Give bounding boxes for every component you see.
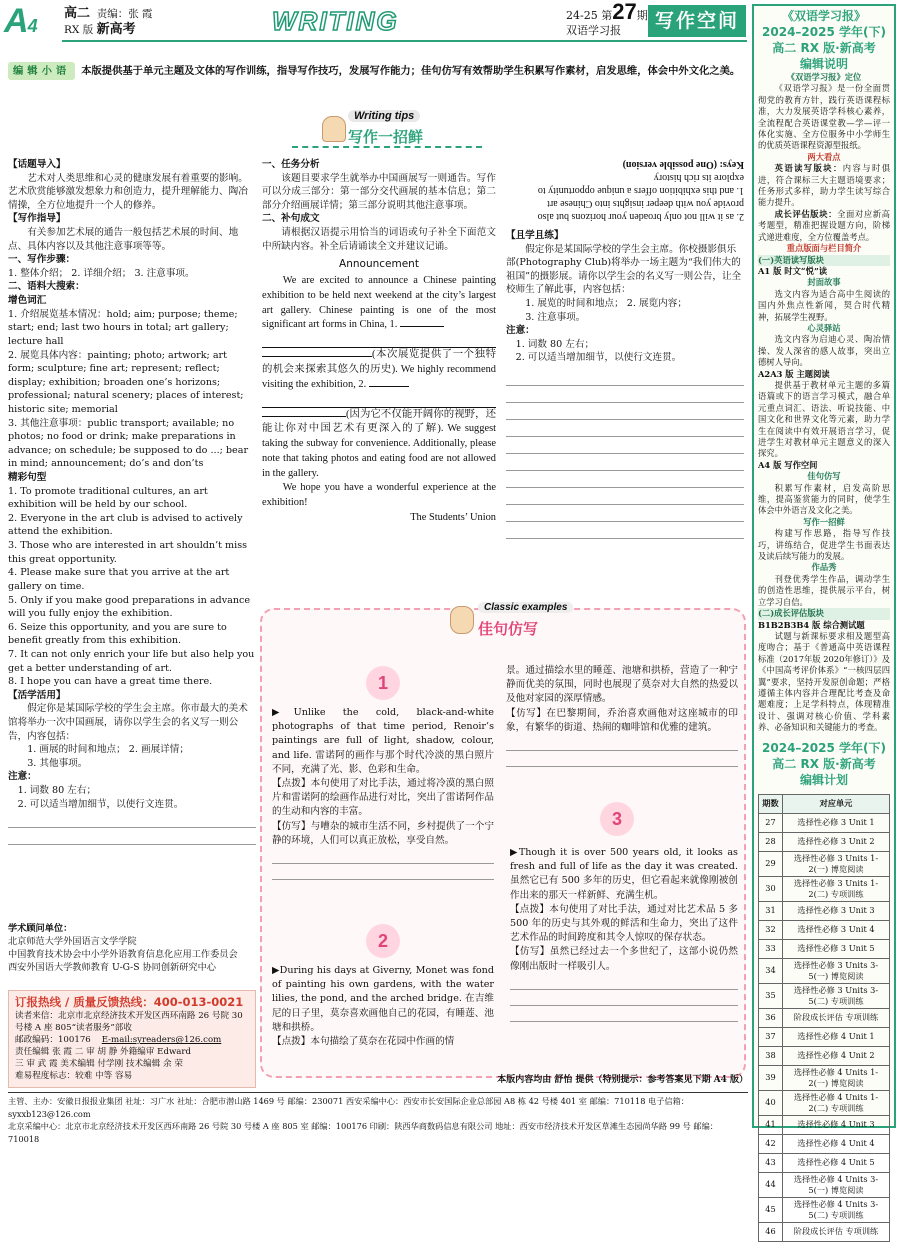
exercise-text: 假定你是某国际学校的学生会主席。你校摄影俱乐部(Photography Club)将举办一场主题为“我们伟大的祖国”的摄影展。请你以学生会的名义写一则公告，让全校师生了解此事，内容包括： xyxy=(506,243,742,296)
plan-col-issue: 期数 xyxy=(759,794,783,813)
classic-cn: 佳句仿写 xyxy=(478,620,539,638)
note-item: 2. 可以适当增加细节，以使行文连贯。 xyxy=(17,798,184,810)
example-number-3: 3 xyxy=(600,802,634,836)
topic-intro: 艺术对人类思维和心灵的健康发展有着重要的影响。艺术欣赏能够激发想象力和创造力，提升理解能力、陶冶情操，全方位地提升一个人的修养。 xyxy=(8,172,248,211)
complete-text: 请根据汉语提示用恰当的词语或句子补全下面范文中所缺内容。补全后请诵读全文并建议记诵。 xyxy=(262,227,496,252)
task-heading: 一、任务分析 xyxy=(262,159,320,170)
sentence-item: 4. Please make sure that you arrive at the art gallery on time. xyxy=(8,567,230,592)
plan-unit: 选择性必修 3 Units 1-2(二) 专项训练 xyxy=(783,876,890,901)
plan-issue: 30 xyxy=(759,876,783,901)
example-1-imitation: 【仿写】与嘈杂的城市生活不同，乡村提供了一个宁静的环境，人们可以真正放松，享受自然。 xyxy=(272,820,494,846)
sentence-item: 5. Only if you make good preparations in advance will you fully enjoy the exhibition. xyxy=(8,594,251,620)
announcement-signature: The Students’ Union xyxy=(410,511,496,523)
grade-label: 高二 xyxy=(64,6,91,21)
academic-consultants: 学术顾问单位： 北京师范大学外国语言文学学院 中国教育技术协会中小学外语教育信息化应用工作委员会 西安外国语大学教师教育 U-G-S 协同创新研究中心 xyxy=(8,923,238,973)
example-2-lines[interactable] xyxy=(506,735,738,767)
example-1 xyxy=(272,706,494,880)
plan-row xyxy=(759,1115,890,1134)
classic-en: Classic examples xyxy=(478,602,573,613)
example-3-sentence: ▶Though it is over 500 years old, it looks as fresh and full of life as the day it was created. 虽然它已有 500 多年的历史，但它看起来就像刚被创作出来的那天一样新鲜、充满生机。 xyxy=(510,847,738,901)
words-heading: 增色词汇 xyxy=(8,295,47,307)
plan-row xyxy=(759,1027,890,1046)
example-2-sentence: ▶During his days at Giverny, Monet was fond of painting his own gardens, with the water lilies, the pond, and the arched bridge. 在吉维尼的日子里，莫奈喜欢画他自己的花园，有睡莲、池塘和拱桥。 xyxy=(272,965,494,1033)
plan-title: 2024–2025 学年(下) 高二 RX 版·新高考 编辑计划 xyxy=(762,740,886,787)
complete-heading: 二、补句成文 xyxy=(262,213,320,225)
editor-note xyxy=(8,62,748,80)
plan-row xyxy=(759,851,890,876)
announcement-para: (本次展览提供了一个独特的机会来探索其悠久的历史). We highly recommend visiting the exhibition, 2. xyxy=(262,349,496,390)
sentence-item: 2. Everyone in the art club is advised to actively attend the exhibition. xyxy=(8,512,243,538)
plan-issue: 32 xyxy=(759,920,783,939)
example-3-analysis: 【点拨】本句使用了对比手法，通过对比艺术品 5 多 500 年的历史与其外观的鲜活和生命力，突出了这件艺术作品的时间跨度和其令人惊叹的保存状态。 xyxy=(510,903,738,944)
answer-lines[interactable] xyxy=(8,811,256,845)
sidebar-title: 《双语学习报》 2024–2025 学年(下) 高二 RX 版·新高考 编辑说明 xyxy=(762,9,886,71)
plan-issue: 44 xyxy=(759,1172,783,1197)
plan-issue: 36 xyxy=(759,1008,783,1027)
note-item: 2. 可以适当增加细节，以使行文连贯。 xyxy=(515,352,682,364)
writing-lines[interactable] xyxy=(506,369,744,539)
exercise-heading: 【且学且练】 xyxy=(506,230,564,241)
plan-issue: 45 xyxy=(759,1197,783,1222)
example-1-sentence: ▶Unlike the cold, black-and-white photographs of that time period, Renoir’s paintings are full of light, shadow, colour, and life. 雷诺阿的画作与那个时代冷淡的黑白照片不同，充满了光、影、色彩和生命。 xyxy=(272,707,494,775)
word-group: 1. 介绍展览基本情况：hold; aim; purpose; theme; start; end; last two hours in total; art gallery; lecture hall xyxy=(8,308,238,347)
announcement-para: (因为它不仅能开阔你的视野，还能让你对中国艺术有更深入的了解). We suggest taking the subway for convenience. Additionally, please note that taking photos and eating food are not allowed in the gallery. xyxy=(262,408,496,479)
guide-text: 有关参加艺术展的通告一般包括艺术展的时间、地点、具体内容以及其他注意事项等等。 xyxy=(8,227,239,252)
announcement-para: We hope you have a wonderful experience at the exhibition! xyxy=(262,482,496,509)
content-credit: 本版内容均由 舒怡 提供（特别提示：参考答案见下期 A4 版） xyxy=(497,1075,748,1085)
word-group: 2. 展览具体内容：painting; photo; artwork; art form; sculpture; fine art; represent; reflect; display; exhibition; broaden one’s horizons; professional; natural scenery; places of interest; historic site; memorial xyxy=(8,349,244,415)
plan-issue: 40 xyxy=(759,1090,783,1115)
plan-unit: 选择性必修 4 Units 3-5(一) 博览阅读 xyxy=(783,1172,890,1197)
sentence-item: 1. To promote traditional cultures, an art exhibition will be held by our school. xyxy=(8,485,208,511)
plan-issue: 42 xyxy=(759,1134,783,1153)
footer-line: 主管、主办：安徽日报报业集团 社址：习广水 社址：合肥市潜山路 1469 号 邮编：230071 西安采编中心：西安市长安国际企业总部园 A8 栋 42 号楼 401 室 邮编：710118 电子信箱：syxxb123@126.com xyxy=(8,1096,689,1119)
steps-text: 1. 整体介绍； 2. 详细介绍； 3. 注意事项。 xyxy=(8,267,195,279)
example-number-1: 1 xyxy=(366,666,400,700)
example-3-imitation: 【仿写】虽然已经过去一个多世纪了，这部小说仍然像刚出版时一样吸引人。 xyxy=(510,946,738,972)
hotline-title: 订报热线 / 质量反馈热线：400-013-0021 xyxy=(15,995,244,1009)
example-2-analysis-cont: 景。通过描绘水里的睡莲、池塘和拱桥，营造了一种宁静而优美的氛围，同时也展现了莫奈对大自然的热爱以及他对家园的深厚情感。 xyxy=(506,665,738,705)
note-heading: 注意： xyxy=(8,771,37,783)
plan-unit: 选择性必修 4 Units 1-2(二) 专项训练 xyxy=(783,1090,890,1115)
example-2-cont xyxy=(506,664,738,767)
plan-row xyxy=(759,958,890,983)
plan-row xyxy=(759,901,890,920)
announcement-title: Announcement xyxy=(339,258,419,271)
plan-issue: 33 xyxy=(759,939,783,958)
practice-req: 1. 画展的时间和地点； 2. 画展详情； xyxy=(27,744,189,756)
plan-row xyxy=(759,1197,890,1222)
example-number-2: 2 xyxy=(366,924,400,958)
plan-row xyxy=(759,939,890,958)
note-item: 1. 词数 80 左右； xyxy=(515,338,595,350)
plan-unit: 选择性必修 4 Unit 1 xyxy=(783,1027,890,1046)
plan-unit: 选择性必修 3 Units 1-2(一) 博览阅读 xyxy=(783,851,890,876)
edition-label: RX 版 xyxy=(64,24,94,36)
editor-note-text: 本版提供基于单元主题及文体的写作训练，指导写作技巧，发展写作能力；佳句仿写有效帮助学生积累写作素材，启发思维，体会中外文化之美。 xyxy=(81,65,741,77)
example-1-analysis: 【点拨】本句使用了对比手法，通过将冷漠的黑白照片和雷诺阿的绘画作品进行对比，突出了雷诺阿作品的生动和内容的丰富。 xyxy=(272,778,494,818)
plan-issue: 43 xyxy=(759,1153,783,1172)
plan-unit: 选择性必修 3 Unit 4 xyxy=(783,920,890,939)
plan-issue: 37 xyxy=(759,1027,783,1046)
blank-2-line[interactable] xyxy=(262,393,496,408)
thumbs-up-icon xyxy=(322,116,346,142)
editor-note-tag: 编辑小语 xyxy=(8,62,75,80)
header-rule xyxy=(62,40,747,42)
vocab-heading: 二、语料大搜索： xyxy=(8,281,85,293)
plan-issue: 27 xyxy=(759,813,783,832)
difficulty-legend: 难易程度标志：较难 中等 容易 xyxy=(15,1071,133,1081)
plan-unit: 选择性必修 4 Unit 3 xyxy=(783,1115,890,1134)
plan-col-unit: 对应单元 xyxy=(783,794,890,813)
plan-row xyxy=(759,1046,890,1065)
plan-row xyxy=(759,1222,890,1241)
plan-issue: 38 xyxy=(759,1046,783,1065)
practice-req: 3. 其他事项。 xyxy=(27,757,88,769)
exercise-req: 1. 展览的时间和地点； 2. 展览内容； xyxy=(525,298,687,310)
example-3 xyxy=(510,846,738,1022)
page-code: A4 xyxy=(4,2,37,40)
practice-text: 假定你是某国际学校的学生会主席。你市最大的美术馆将举办一次中国画展，请你以学生会的名义写一则公告，内容包括： xyxy=(8,703,248,742)
plan-table xyxy=(758,794,890,1242)
writing-tips-heading xyxy=(292,108,482,148)
footer xyxy=(8,1092,748,1145)
word-group: 3. 其他注意事项：public transport; available; no photos; no food or drink; make preparations in advance; on schedule; be supposed to do ...; bear in mind; announcement; do’s and don’ts xyxy=(8,417,249,470)
topic-intro-heading: 【话题导入】 xyxy=(8,159,66,170)
plan-issue: 29 xyxy=(759,851,783,876)
column-1 xyxy=(8,158,256,845)
paper-name: 双语学习报 xyxy=(566,24,621,37)
issue-number: 27 xyxy=(612,0,637,24)
plan-unit: 选择性必修 4 Unit 4 xyxy=(783,1134,890,1153)
blank-1-line[interactable] xyxy=(262,333,496,348)
plan-unit: 选择性必修 3 Unit 5 xyxy=(783,939,890,958)
plan-row xyxy=(759,983,890,1008)
classic-examples-heading xyxy=(420,600,590,642)
plan-row xyxy=(759,813,890,832)
example-3-lines[interactable] xyxy=(510,974,738,1022)
plan-row xyxy=(759,1153,890,1172)
sentence-item: 8. I hope you can have a great time there. xyxy=(8,676,213,688)
plan-unit: 选择性必修 3 Unit 2 xyxy=(783,832,890,851)
example-2-imitation: 【仿写】在巴黎期间，乔治喜欢画他对这座城市的印象，有繁华的街道、热闹的咖啡馆和优雅的建筑。 xyxy=(506,707,738,733)
plan-unit: 选择性必修 3 Unit 3 xyxy=(783,901,890,920)
plan-row xyxy=(759,1134,890,1153)
sentence-item: 7. It can not only enrich your life but also help you get a better understanding of art. xyxy=(8,648,255,674)
example-2-analysis-start: 【点拨】本句描绘了莫奈在花园中作画的情 xyxy=(272,1036,455,1048)
editor-label: 责编：张 霞 xyxy=(96,8,153,20)
sentences-heading: 精彩句型 xyxy=(8,472,47,484)
hotline-box: 订报热线 / 质量反馈热线：400-013-0021 读者来信：北京市北京经济技术开发区西环南路 26 号院 30 号楼 A 座 805“读者服务”部收 邮政编码：100176 E-mail:syreaders@126.com 责任编辑 张 霞 二 审 胡 静 外籍编审 Edward 三 审 武 霞 美术编辑 付学刚 技术编辑 余 荣 难易程度标志：较难 中等 容易 xyxy=(8,990,256,1088)
guide-heading: 【写作指导】 xyxy=(8,213,66,225)
plan-issue: 35 xyxy=(759,983,783,1008)
note-heading: 注意： xyxy=(506,325,535,337)
plan-issue: 28 xyxy=(759,832,783,851)
blank-1-end[interactable] xyxy=(262,356,372,357)
plan-unit: 选择性必修 4 Units 1-2(一) 博览阅读 xyxy=(783,1065,890,1090)
plan-unit: 阶段成长评估 专项训练 xyxy=(783,1222,890,1241)
plan-issue: 46 xyxy=(759,1222,783,1241)
plan-unit: 阶段成长评估 专项训练 xyxy=(783,1008,890,1027)
blank-2-end[interactable] xyxy=(262,416,346,417)
tips-cn: 写作一招鲜 xyxy=(348,128,424,146)
plan-unit: 选择性必修 3 Units 3-5(一) 博览阅读 xyxy=(783,958,890,983)
hand-icon xyxy=(450,606,474,634)
plan-issue: 31 xyxy=(759,901,783,920)
plan-row xyxy=(759,832,890,851)
plan-unit: 选择性必修 3 Unit 1 xyxy=(783,813,890,832)
steps-heading: 一、写作步骤： xyxy=(8,254,76,266)
plan-unit: 选择性必修 4 Unit 2 xyxy=(783,1046,890,1065)
sentence-item: 6. Seize this opportunity, and you are sure to benefit greatly from this exhibition. xyxy=(8,621,227,647)
column-3 xyxy=(506,158,744,539)
blank-1[interactable] xyxy=(400,326,444,327)
writing-banner: WRITING xyxy=(272,6,399,36)
blank-2[interactable] xyxy=(369,386,409,387)
footer-line: 北京采编中心：北京市北京经济技术开发区西环南路 26 号院 30 号楼 A 座 805 室 邮编：100176 印刷：陕西华商数码信息有限公司 地址：西安市经济技术开发区草滩生态园尚华路 99 号 邮编：710018 xyxy=(8,1121,718,1144)
edition-note: 新高考 xyxy=(96,22,136,37)
plan-unit: 选择性必修 3 Units 3-5(二) 专项训练 xyxy=(783,983,890,1008)
email-link[interactable]: E-mail:syreaders@126.com xyxy=(101,1035,222,1045)
example-2 xyxy=(272,964,494,1049)
plan-row xyxy=(759,1090,890,1115)
plan-issue: 34 xyxy=(759,958,783,983)
plan-row xyxy=(759,1008,890,1027)
plan-row xyxy=(759,1172,890,1197)
issue-info: 24-25 第27期 双语学习报 xyxy=(566,0,648,37)
example-1-lines[interactable] xyxy=(272,848,494,880)
plan-row xyxy=(759,920,890,939)
plan-unit: 选择性必修 4 Unit 5 xyxy=(783,1153,890,1172)
task-text: 该题目要求学生就举办中国画展写一则通告。写作可以分成三部分：第一部分交代画展的基本信息；第二部分介绍画展详情；第三部分说明其他注意事项。 xyxy=(262,172,496,211)
plan-unit: 选择性必修 4 Units 3-5(二) 专项训练 xyxy=(783,1197,890,1222)
note-item: 1. 词数 80 左右； xyxy=(17,785,97,797)
header-info xyxy=(64,6,153,38)
answer-keys-upside-down: 2. as it will not only broaden your horizons but also provide you with deeper insights into Chinese art 1. and this exhibition offers a unique opportunity to explore its rich history Keys: (One possible version) xyxy=(537,159,744,222)
plan-row xyxy=(759,876,890,901)
plan-row xyxy=(759,1065,890,1090)
plan-issue: 41 xyxy=(759,1115,783,1134)
sentence-item: 3. Those who are interested in art shouldn’t miss this great opportunity. xyxy=(8,540,248,565)
column-2 xyxy=(262,158,496,526)
column-badge: 写作空间 xyxy=(648,5,746,37)
sidebar-editorial xyxy=(752,4,896,1237)
practice-heading: 【活学活用】 xyxy=(8,689,66,701)
exercise-req: 3. 注意事项。 xyxy=(525,311,586,323)
plan-issue: 39 xyxy=(759,1065,783,1090)
announcement-para: We are excited to announce a Chinese painting exhibition to be held next weekend at the city’s largest art gallery. Chinese painting is one of the most significant art forms in China, 1. xyxy=(262,275,496,331)
sidebar-intro: 《双语学习报》定位 《双语学习报》是一份全面贯彻党的教育方针，践行英语课程标准，大力发展英语学科核心素养，全流程配合英语课堂教—学—评一体化实施、全方位服务中小学师生的优质英语课程资源型报纸。 两大看点 英语读写版块：内容与时俱进，符合课标三大主题语境要求；任务形式多样，助力学生读写综合能力提升。 成长评估版块：全面对应新高考题型，精准把握设题方向，阶梯式递进难度，全方位覆盖考点。 重点版面与栏目简介 (一)英语读写版块 A1 版 时文“悦”读 封面故事 选文内容为适合高中生阅读的国内外焦点性新闻，契合时代精神，拓展学生视野。 心灵驿站 选文内容为启迪心灵、陶冶情操、发人深省的感人故事，突出立德树人导向。 A2A3 版 主题阅读 提供基于教材单元主题的多篇语篇或下的语言学习模式，融合单元重点词汇、语法、听说技能、中国文化和世界文化等元素，助力学生在阅读中有效开展语言学习，促进学生对教材单元主题意义的深入探究。 A4 版 写作空间 佳句仿写 积累写作素材，启发高阶思维，提高鉴赏能力的同时，使学生体会中外语言及文化之美。 写作一招鲜 构建写作思路，指导写作技巧，讲练结合，促进学生书面表达及读后续写能力的发展。 作品秀 刊登优秀学生作品，调动学生的创造性思维，提供展示平台，树立学习自信。 (二)成长评估版块 B1B2B3B4 版 综合测试题 试题与新课标要求相及题型高度吻合；基于《普通高中英语课程标准（2017年版 2020年修订）》及《中国高考评价体系》“一核四层四翼”要求，坚持开发原创命题；严格遵循主体内容并合理配比考查及命题难度；上足学科特点，体现精准设计、强调对核心价值、学科素养、必备知识和关键能力的考查。 xyxy=(758,72,890,733)
tips-en: Writing tips xyxy=(348,110,420,122)
